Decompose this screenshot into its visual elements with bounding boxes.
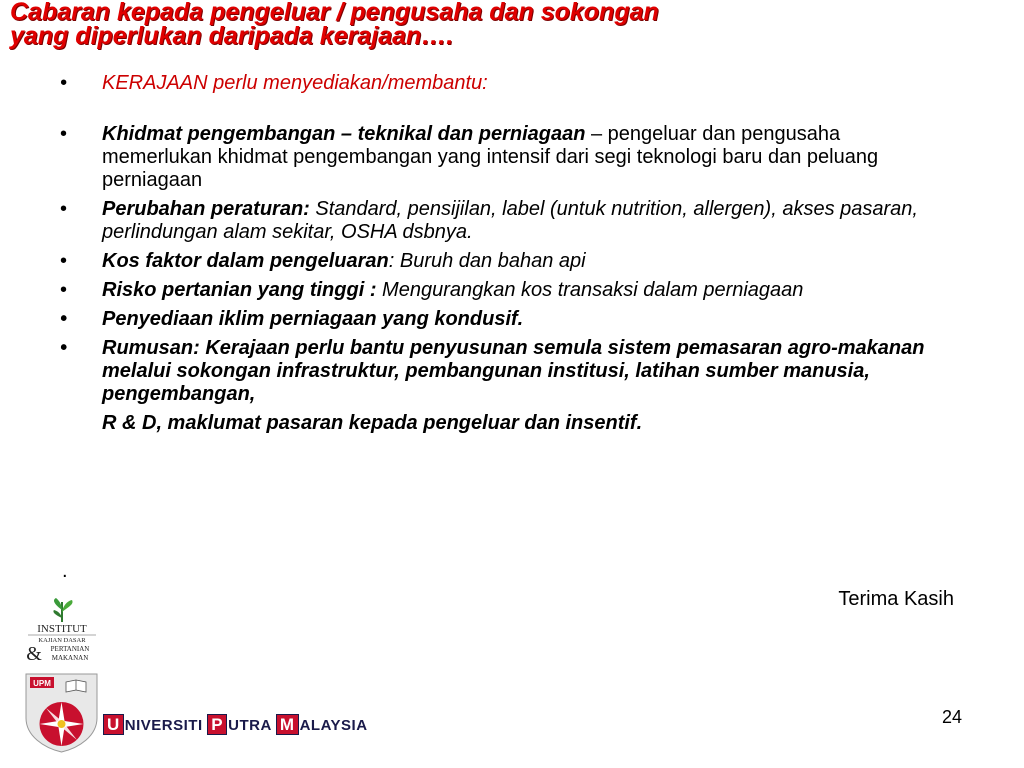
closing-text: Terima Kasih <box>838 588 954 610</box>
wordmark-niversiti: NIVERSITI <box>124 717 208 734</box>
institute-logo <box>22 598 102 666</box>
book-icon <box>66 680 86 692</box>
upm-crest-logo <box>24 672 99 754</box>
wordmark-m: M <box>276 714 299 735</box>
bullet-rest: Standard, pensijilan, label (untuk nutrition, allergen), akses pasaran, perlindungan alam sekitar, OSHA dsbnya. <box>102 198 918 243</box>
bullet-lead: Kos faktor dalam pengeluaran <box>102 250 389 272</box>
bullet-item-kos <box>58 250 938 273</box>
slide-title-line-1: Cabaran kepada pengeluar / pengusaha dan sokongan <box>10 0 659 26</box>
wordmark-alaysia: ALAYSIA <box>299 717 368 734</box>
bullet-rest: – pengeluar dan pengusaha memerlukan khidmat pengembangan yang intensif dari segi teknologi baru dan peluang perniagaan <box>102 123 879 191</box>
bullet-text: Penyediaan iklim perniagaan yang kondusif. <box>102 308 524 330</box>
stray-dot: . <box>62 560 68 582</box>
bullet-lead: Khidmat pengembangan – teknikal dan perniagaan <box>102 123 586 145</box>
bullet-item-risko <box>58 279 938 302</box>
institute-ampersand: & <box>26 643 42 665</box>
bullet-item-khidmat <box>58 123 938 192</box>
bullet-rest: : Buruh dan bahan api <box>388 250 586 272</box>
bullet-item-rumusan <box>58 337 938 435</box>
institute-line-2: KAJIAN DASAR <box>38 637 86 644</box>
bullet-list <box>58 72 938 435</box>
hibiscus-icon <box>40 702 84 746</box>
bullet-item-kerajaan <box>58 72 938 95</box>
bullet-lead: Perubahan peraturan: <box>102 198 310 220</box>
upm-badge-text: UPM <box>33 679 51 688</box>
institute-line-4: MAKANAN <box>51 654 89 662</box>
slide-title <box>10 0 659 48</box>
page-number: 24 <box>941 707 962 727</box>
bullet-rest: Mengurangkan kos transaksi dalam perniagaan <box>376 279 804 301</box>
upm-wordmark <box>103 714 368 735</box>
bullet-text-continued: R & D, maklumat pasaran kepada pengeluar dan insentif. <box>102 412 643 434</box>
bullet-item-peraturan <box>58 198 938 244</box>
slide-title-line-2: yang diperlukan daripada kerajaan…. <box>10 22 454 50</box>
bullet-item-iklim <box>58 308 938 331</box>
sprout-icon <box>53 598 72 622</box>
wordmark-p: P <box>207 714 227 735</box>
wordmark-u: U <box>103 714 124 735</box>
institute-line-3: PERTANIAN <box>50 645 90 653</box>
wordmark-utra: UTRA <box>228 717 276 734</box>
institute-line-1: INSTITUT <box>37 623 87 635</box>
bullet-lead: Risko pertanian yang tinggi : <box>102 279 377 301</box>
bullet-text: KERAJAAN perlu menyediakan/membantu: <box>102 72 488 94</box>
bullet-text: Rumusan: Kerajaan perlu bantu penyusunan semula sistem pemasaran agro-makanan melalui sokongan infrastruktur, pembangunan institusi, latihan sumber manusia, pengembangan, <box>102 337 925 405</box>
